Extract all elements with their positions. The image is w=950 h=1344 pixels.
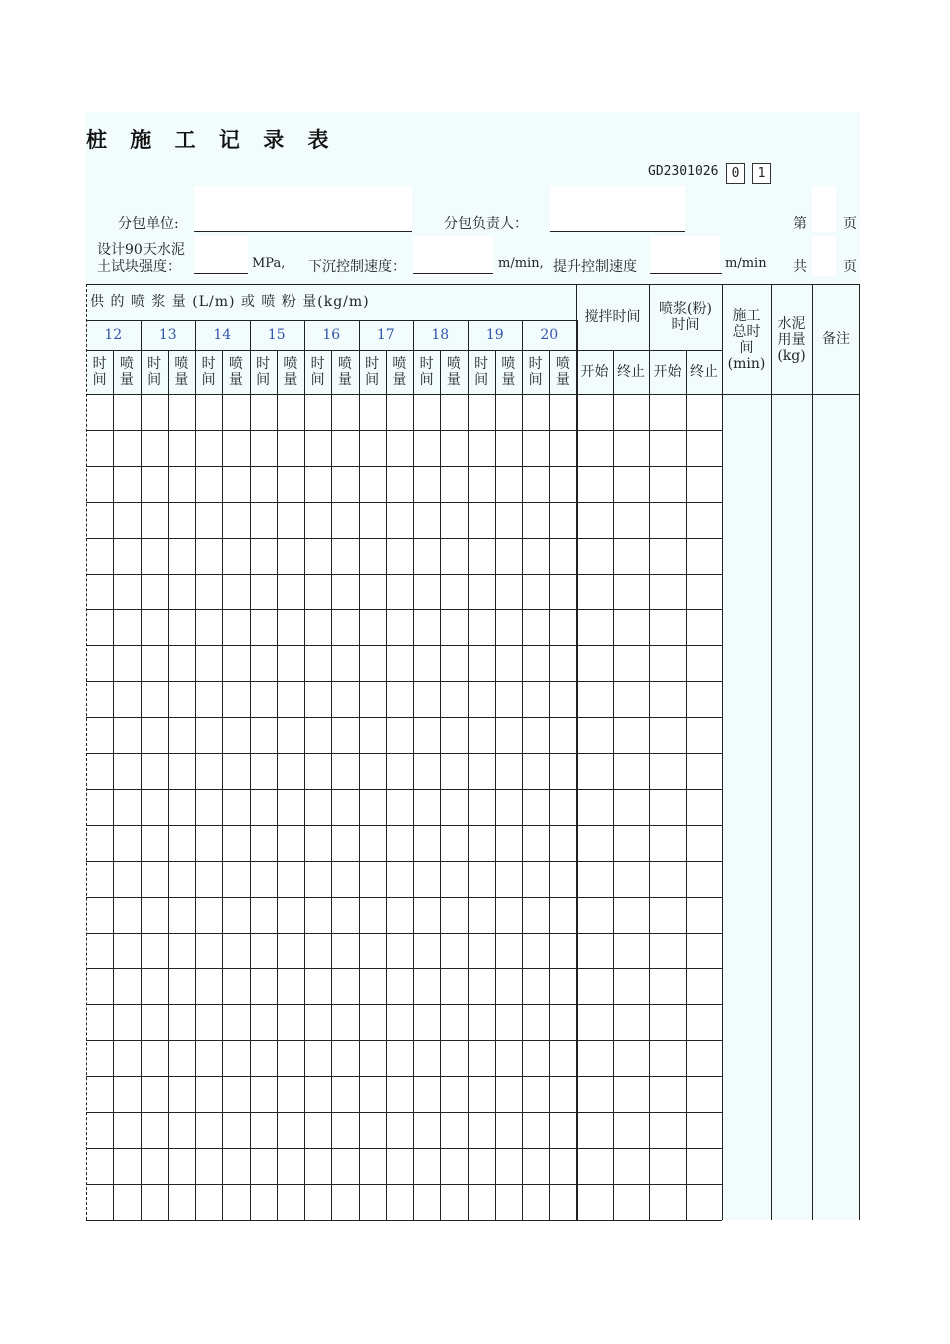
- unit-mmin-2: m/min: [725, 256, 767, 271]
- table-row: [86, 1184, 722, 1185]
- segment-number: 13: [158, 327, 177, 343]
- grid-line: [195, 320, 196, 1220]
- subcontractor-lead-label: 分包负责人：: [444, 216, 528, 232]
- unit-mpa: MPa,: [252, 256, 286, 271]
- sink-speed-label: 下沉控制速度：: [308, 259, 406, 275]
- table-row: [86, 681, 722, 682]
- page-title: 桩 施 工 记 录 表: [86, 128, 337, 152]
- total-suffix: 页: [843, 259, 857, 275]
- subcontractor-field[interactable]: [194, 231, 412, 232]
- table-row: [86, 574, 722, 575]
- amount-subheader: 喷 量: [446, 356, 461, 388]
- table-row: [86, 753, 722, 754]
- grid-line: [522, 320, 523, 1220]
- grid-line: [468, 320, 469, 1220]
- spray-time-header: 喷浆(粉) 时间: [659, 301, 712, 333]
- time-subheader: 时 间: [201, 356, 216, 388]
- table-row: [86, 717, 722, 718]
- grid-line: [613, 350, 614, 1220]
- segment-number: 14: [213, 327, 232, 343]
- time-subheader: 时 间: [528, 356, 543, 388]
- grid-line: [359, 320, 360, 1220]
- amount-subheader: 喷 量: [392, 356, 407, 388]
- table-row: [86, 1076, 722, 1077]
- code-digit-1: 0: [726, 163, 745, 184]
- lift-speed-field[interactable]: [650, 273, 722, 274]
- cement-usage-header: 水泥 用量 (kg): [777, 316, 806, 364]
- grid-line: [113, 350, 114, 1220]
- page-prefix: 第: [793, 216, 807, 232]
- total-no-bg: [812, 236, 836, 276]
- sink-speed-field[interactable]: [413, 273, 493, 274]
- mixing-end-header: 终止: [617, 364, 645, 380]
- grid-line: [549, 350, 550, 1220]
- grid-line: [686, 350, 687, 1220]
- amount-subheader: 喷 量: [174, 356, 189, 388]
- segment-number: 18: [431, 327, 450, 343]
- amount-subheader: 喷 量: [119, 356, 134, 388]
- lift-input-bg: [650, 236, 720, 276]
- table-body-bg: [86, 394, 722, 1220]
- time-subheader: 时 间: [474, 356, 489, 388]
- subcontractor-label: 分包单位:: [118, 216, 179, 232]
- lead-input-bg: [550, 186, 685, 232]
- time-subheader: 时 间: [147, 356, 162, 388]
- grid-line: [440, 350, 441, 1220]
- table-row: [86, 466, 722, 467]
- grid-line: [386, 350, 387, 1220]
- time-subheader: 时 间: [92, 356, 107, 388]
- grid-line: [722, 284, 860, 285]
- design-strength-label-1: 设计90天水泥: [97, 242, 185, 258]
- page-no-bg: [812, 186, 836, 232]
- construction-record-table: [86, 284, 860, 1220]
- table-row: [86, 609, 722, 610]
- segment-number: 20: [540, 327, 559, 343]
- amount-subheader: 喷 量: [555, 356, 570, 388]
- grid-line: [86, 284, 87, 1220]
- table-row: [86, 1220, 722, 1221]
- grid-line: [576, 284, 577, 1220]
- grid-line: [168, 350, 169, 1220]
- table-row: [86, 645, 722, 646]
- table-row: [86, 1004, 722, 1005]
- table-row: [86, 1112, 722, 1113]
- table-row: [86, 430, 722, 431]
- segment-number: 17: [376, 327, 395, 343]
- time-subheader: 时 间: [419, 356, 434, 388]
- grid-line: [722, 284, 723, 1220]
- grid-line: [141, 320, 142, 1220]
- amount-subheader: 喷 量: [501, 356, 516, 388]
- remarks-header: 备注: [822, 331, 850, 347]
- grid-line: [331, 350, 332, 1220]
- grid-line: [86, 394, 860, 395]
- table-row: [86, 502, 722, 503]
- table-row: [86, 1148, 722, 1149]
- subcontractor-lead-field[interactable]: [550, 231, 685, 232]
- grid-line: [222, 350, 223, 1220]
- grid-line: [649, 284, 650, 1220]
- segment-number: 19: [485, 327, 504, 343]
- design-strength-field[interactable]: [194, 273, 248, 274]
- segment-number: 16: [322, 327, 341, 343]
- design-strength-label-2: 土试块强度：: [97, 259, 181, 275]
- table-row: [86, 1040, 722, 1041]
- amount-subheader: 喷 量: [337, 356, 352, 388]
- form-code: GD2301026: [648, 164, 719, 179]
- time-subheader: 时 间: [365, 356, 380, 388]
- table-row: [86, 789, 722, 790]
- lift-speed-label: 提升控制速度: [553, 259, 637, 275]
- subcontractor-input-bg: [194, 186, 412, 232]
- segment-number: 12: [104, 327, 123, 343]
- mixing-start-header: 开始: [580, 364, 609, 380]
- total-time-header: 施工 总时 间 (min): [727, 308, 766, 372]
- total-prefix: 共: [793, 259, 807, 275]
- grid-line: [771, 284, 772, 1220]
- table-row: [86, 933, 722, 934]
- spray-start-header: 开始: [653, 364, 682, 380]
- grid-line: [812, 284, 813, 1220]
- grid-line: [86, 320, 576, 321]
- table-row: [86, 861, 722, 862]
- time-subheader: 时 间: [256, 356, 271, 388]
- mixing-time-header: 搅拌时间: [584, 309, 641, 325]
- spray-amount-group-header: 供 的 喷 浆 量 (L/m) 或 喷 粉 量(kg/m): [90, 294, 370, 310]
- strength-input-bg: [194, 236, 248, 276]
- unit-mmin-1: m/min,: [498, 256, 544, 271]
- grid-line: [413, 320, 414, 1220]
- grid-line: [304, 320, 305, 1220]
- sink-input-bg: [413, 236, 493, 276]
- code-digit-2: 1: [752, 163, 771, 184]
- grid-line: [250, 320, 251, 1220]
- table-row: [86, 968, 722, 969]
- amount-subheader: 喷 量: [228, 356, 243, 388]
- time-subheader: 时 间: [310, 356, 325, 388]
- spray-end-header: 终止: [690, 364, 718, 380]
- grid-line: [859, 284, 860, 1220]
- grid-line: [495, 350, 496, 1220]
- table-row: [86, 825, 722, 826]
- segment-number: 15: [267, 327, 286, 343]
- grid-line: [277, 350, 278, 1220]
- table-row: [86, 538, 722, 539]
- table-row: [86, 897, 722, 898]
- page-suffix: 页: [843, 216, 857, 232]
- grid-line: [86, 350, 722, 351]
- grid-line: [86, 284, 576, 285]
- amount-subheader: 喷 量: [283, 356, 298, 388]
